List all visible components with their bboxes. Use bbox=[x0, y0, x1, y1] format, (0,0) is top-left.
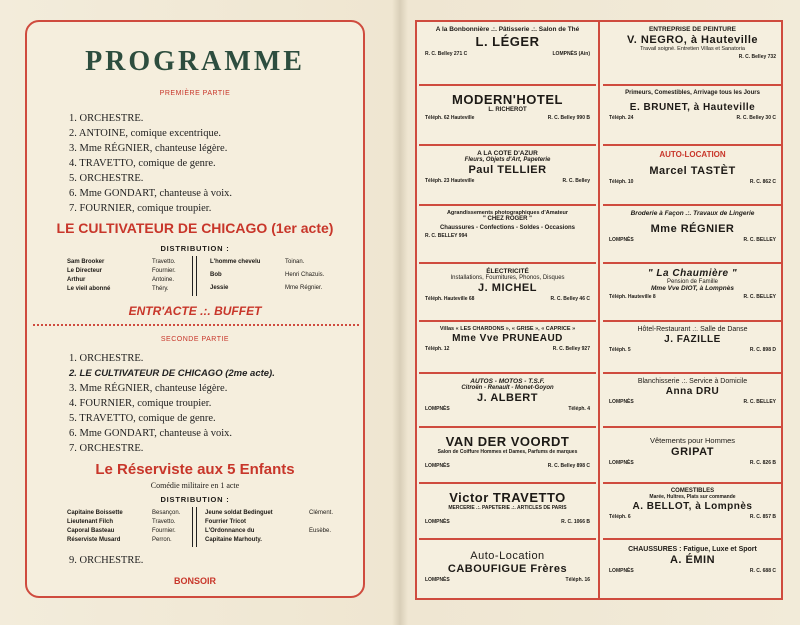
ad-foot-left: R. C. Belley 271 C bbox=[425, 51, 468, 57]
cast-role: Réserviste Musard bbox=[67, 537, 121, 543]
distribution-label: DISTRIBUTION : bbox=[160, 244, 230, 253]
ad-box bbox=[603, 322, 782, 374]
ad-foot-right: R. C. Belley 927 bbox=[552, 346, 590, 352]
ad-name: Marcel TASTÈT bbox=[649, 165, 736, 177]
ad-foot-right: R. C. 898 D bbox=[749, 347, 776, 353]
ad-heading: MODERN'HOTEL bbox=[452, 92, 563, 107]
part1-item: 3. Mme RÉGNIER, chanteuse légère. bbox=[69, 143, 228, 154]
ad-box bbox=[603, 264, 782, 322]
ad-subheading: Fleurs, Objets d'Art, Papeterie bbox=[464, 157, 551, 163]
cast-role: Sam Brooker bbox=[67, 259, 105, 265]
cast1-left bbox=[67, 258, 176, 294]
ad-name: A. ÉMIN bbox=[669, 554, 716, 566]
cast-actor: Clément. bbox=[309, 510, 334, 516]
cast-actor: Eusèbe. bbox=[309, 528, 332, 534]
ad-foot-right: R. C. 826 B bbox=[749, 460, 776, 466]
ad-heading: ENTREPRISE DE PEINTURE bbox=[648, 26, 737, 33]
ad-foot-left: LOMPNÈS bbox=[425, 519, 450, 525]
ad-box bbox=[603, 374, 782, 428]
ad-foot-right: R. C. BELLEY bbox=[743, 399, 776, 405]
cast-role: Fourrier Tricot bbox=[205, 519, 247, 525]
part2-item: 7. ORCHESTRE. bbox=[69, 443, 144, 454]
ad-foot-right: R. C. Belley 990 B bbox=[547, 115, 590, 121]
programme-panel bbox=[25, 20, 365, 598]
ad-foot-right: R. C. 688 C bbox=[749, 568, 776, 574]
part1-item: 7. FOURNIER, comique troupier. bbox=[69, 203, 212, 214]
cast-role: Lieutenant Filch bbox=[67, 519, 114, 525]
cast-actor: Mme Régnier. bbox=[285, 285, 323, 291]
ad-heading: Auto-Location bbox=[470, 550, 545, 562]
ad-foot-left: Téléph. 23 Hauteville bbox=[425, 178, 475, 184]
ad-box bbox=[603, 206, 782, 264]
ad-heading: AUTOS - MOTOS - T.S.F. bbox=[470, 378, 545, 385]
divider-line bbox=[33, 324, 359, 328]
ad-foot-right: R. C. Belley 30 C bbox=[736, 115, 776, 121]
ad-box bbox=[419, 484, 596, 540]
part1-item: 1. ORCHESTRE. bbox=[69, 113, 144, 124]
ad-foot-right: R. C. Belley bbox=[562, 178, 590, 184]
ad-foot-right: R. C. Belley 898 C bbox=[547, 463, 590, 469]
ad-box bbox=[603, 22, 782, 86]
ad-heading: Broderie à Façon .:. Travaux de Lingerie bbox=[630, 210, 755, 217]
ad-foot-left: LOMPNÈS bbox=[609, 399, 634, 405]
cast-actor: Henri Chazuis. bbox=[285, 272, 325, 278]
ads-column-left bbox=[417, 22, 600, 598]
ad-name: A. BELLOT, à Lompnès bbox=[632, 501, 753, 512]
ad-name: Mme Vve PRUNEAUD bbox=[452, 333, 563, 344]
ad-subheading: Salon de Coiffure Hommes et Dames, Parfums de marques bbox=[437, 449, 578, 455]
part1-item: 5. ORCHESTRE. bbox=[69, 173, 144, 184]
bonsoir-text: BONSOIR bbox=[173, 576, 216, 586]
ad-foot-right: Téléph. 16 bbox=[565, 577, 590, 583]
ad-heading: AUTO-LOCATION bbox=[659, 150, 726, 159]
cast2-right bbox=[205, 509, 333, 545]
ad-name: CABOUFIGUE Frères bbox=[447, 563, 568, 575]
cast-actor: Théry. bbox=[152, 286, 169, 292]
ad-heading: Villas « LES CHARDONS », « GRISE », « CAPRICE » bbox=[439, 326, 576, 332]
ad-subheading: Pension de Famille bbox=[666, 279, 719, 285]
ad-subheading: Installations, Fournitures, Phonos, Disques bbox=[450, 275, 565, 281]
ad-subheading: Citroën - Renault - Monet-Goyon bbox=[461, 385, 554, 391]
ad-name: Anna DRU bbox=[665, 386, 720, 397]
ad-box bbox=[419, 374, 596, 428]
ad-box bbox=[603, 146, 782, 206]
ad-description: Travail soigné. Entretien Villas et Sanatoria bbox=[640, 46, 745, 52]
ad-name: GRIPAT bbox=[671, 446, 714, 458]
ad-foot-right: R. C. BELLEY bbox=[743, 294, 776, 300]
cast-actor: Travetto. bbox=[152, 259, 176, 265]
ad-name: Paul TELLIER bbox=[468, 164, 547, 176]
cast-role: Capitaine Marhouty. bbox=[205, 537, 262, 543]
play1-title: LE CULTIVATEUR DE CHICAGO (1er acte) bbox=[56, 220, 334, 236]
play2-subtitle: Comédie militaire en 1 acte bbox=[150, 481, 240, 490]
ad-heading: ÉLECTRICITÉ bbox=[486, 268, 529, 275]
ad-foot-left: LOMPNÈS bbox=[609, 568, 634, 574]
cast-divider bbox=[192, 507, 197, 547]
cast-role: L'Ordonnance du bbox=[205, 528, 255, 534]
ad-heading: CHAUSSURES : Fatigue, Luxe et Sport bbox=[628, 546, 757, 553]
distribution-label: DISTRIBUTION : bbox=[160, 495, 230, 504]
ad-name: Mme RÉGNIER bbox=[650, 223, 735, 235]
final-item: 9. ORCHESTRE. bbox=[69, 555, 144, 566]
ad-name: Mme Vve DIOT, à Lompnès bbox=[651, 285, 734, 292]
cast-role: Arthur bbox=[67, 277, 86, 283]
ad-foot-left: LOMPNÈS bbox=[425, 463, 450, 469]
ad-foot-right: LOMPNÈS (Ain) bbox=[552, 51, 590, 57]
ad-foot-right: R. C. 1066 B bbox=[561, 519, 590, 525]
ad-box bbox=[419, 146, 596, 206]
ad-box bbox=[419, 264, 596, 322]
ad-heading: COMESTIBLES bbox=[670, 488, 715, 494]
ad-subheading: MERCERIE .:. PAPETERIE .:. ARTICLES DE PARIS bbox=[448, 505, 567, 511]
ad-subheading: Marée, Huîtres, Plats sur commande bbox=[649, 494, 736, 500]
ad-foot-left: LOMPNÈS bbox=[425, 406, 450, 412]
programme-title: PROGRAMME bbox=[85, 46, 305, 77]
ad-foot-right: R. C. BELLEY bbox=[743, 237, 776, 243]
ad-box bbox=[419, 540, 596, 598]
ad-foot-left: Téléph. 5 bbox=[609, 347, 631, 353]
ad-name: L. RICHEROT bbox=[488, 107, 527, 113]
ad-box bbox=[603, 86, 782, 146]
ad-heading: Victor TRAVETTO bbox=[449, 490, 566, 505]
ad-name: L. LÉGER bbox=[475, 34, 540, 49]
ad-box bbox=[419, 322, 596, 374]
ad-foot-left: Téléph. Hauteville 8 bbox=[609, 294, 656, 300]
part2-item: 4. FOURNIER, comique troupier. bbox=[69, 398, 212, 409]
cast-role: Bob bbox=[210, 272, 222, 278]
cast-role: L'homme chevelu bbox=[210, 259, 261, 265]
ad-box bbox=[419, 206, 596, 264]
ad-heading: Vêtements pour Hommes bbox=[649, 436, 736, 445]
cast2-left bbox=[67, 509, 180, 545]
part1-item: 4. TRAVETTO, comique de genre. bbox=[69, 158, 216, 169]
cast-role: Caporal Basteau bbox=[67, 528, 115, 534]
ad-box bbox=[603, 428, 782, 484]
ad-heading: Agrandissements photographiques d'Amateur bbox=[446, 210, 569, 216]
ad-foot-left: LOMPNÈS bbox=[425, 577, 450, 583]
part2-item: 6. Mme GONDART, chanteuse à voix. bbox=[69, 428, 233, 439]
ad-heading: Hôtel-Restaurant .:. Salle de Danse bbox=[637, 326, 748, 333]
cast-divider bbox=[192, 256, 197, 296]
cast1-right bbox=[210, 258, 324, 293]
ad-heading: Primeurs, Comestibles, Arrivage tous les Jours bbox=[625, 90, 760, 96]
ad-name: J. FAZILLE bbox=[664, 334, 721, 345]
ad-foot-right: R. C. 862 C bbox=[749, 179, 776, 185]
cast-actor: Perron. bbox=[152, 537, 172, 543]
ad-box bbox=[419, 86, 596, 146]
ad-foot-left: Téléph. Hauteville 68 bbox=[425, 296, 475, 302]
play2-title: Le Réserviste aux 5 Enfants bbox=[95, 461, 295, 478]
ad-foot-left: Téléph. 10 bbox=[609, 179, 634, 185]
part1-title: PREMIÈRE PARTIE bbox=[159, 90, 231, 97]
part2-title: SECONDE PARTIE bbox=[160, 336, 230, 343]
ad-foot-left: Téléph. 24 bbox=[609, 115, 634, 121]
ad-foot-left: R. C. BELLEY 994 bbox=[425, 233, 468, 239]
part2-item: 3. Mme RÉGNIER, chanteuse légère. bbox=[69, 383, 228, 394]
ads-column-right bbox=[601, 22, 784, 598]
part2-item: 5. TRAVETTO, comique de genre. bbox=[69, 413, 216, 424]
cast-actor: Besançon. bbox=[152, 510, 181, 516]
advertisements-grid bbox=[415, 20, 783, 600]
part2-item: 2. LE CULTIVATEUR DE CHICAGO (2me acte). bbox=[69, 368, 275, 379]
ad-heading: Blanchisserie .:. Service à Domicile bbox=[637, 378, 748, 385]
ad-box bbox=[603, 484, 782, 540]
cast-role: Capitaine Boissette bbox=[67, 510, 123, 516]
ad-name: J. ALBERT bbox=[477, 392, 538, 404]
cast-actor: Fournier. bbox=[152, 268, 176, 274]
ad-foot-left: LOMPNÈS bbox=[609, 237, 634, 243]
ad-name: V. NEGRO, à Hauteville bbox=[626, 34, 759, 46]
ad-name: Chaussures - Confections - Soldes - Occasions bbox=[439, 225, 576, 231]
entracte-banner: ENTR'ACTE .:. BUFFET bbox=[128, 304, 262, 318]
cast-actor: Fournier. bbox=[152, 528, 176, 534]
cast-actor: Antoine. bbox=[152, 277, 175, 283]
ad-foot-right: R. C. 857 B bbox=[749, 514, 776, 520]
ad-box bbox=[603, 540, 782, 598]
cast-role: Le vieil abonné bbox=[67, 286, 111, 292]
cast-actor: Travetto. bbox=[152, 519, 176, 525]
ad-heading: A LA COTE D'AZUR bbox=[477, 150, 538, 157]
ad-foot-left: Téléph. 6 bbox=[609, 514, 631, 520]
ad-name: J. MICHEL bbox=[478, 282, 537, 294]
ad-foot-left: Téléph. 12 bbox=[425, 346, 450, 352]
ad-name: E. BRUNET, à Hauteville bbox=[629, 102, 756, 113]
ad-foot-right: Téléph. 4 bbox=[568, 406, 590, 412]
ad-foot-right: R. C. Belley 46 C bbox=[550, 296, 590, 302]
cast-role: Jessie bbox=[210, 285, 229, 291]
cast-role: Jeune soldat Bedinguet bbox=[205, 510, 273, 516]
ad-box bbox=[419, 428, 596, 484]
ad-foot-left: R. C. Belley 732 bbox=[738, 54, 776, 60]
part1-item: 6. Mme GONDART, chanteuse à voix. bbox=[69, 188, 233, 199]
ad-foot-left: LOMPNÈS bbox=[609, 460, 634, 466]
ad-subheading: " CHEZ ROGER " bbox=[482, 216, 533, 222]
cast-role: Le Directeur bbox=[67, 268, 103, 274]
ad-foot-left: Téléph. 62 Hauteville bbox=[425, 115, 475, 121]
ad-heading: A la Bonbonnière .:. Pâtisserie .:. Salon de Thé bbox=[435, 26, 580, 33]
ad-heading: " La Chaumière " bbox=[647, 268, 738, 279]
ad-heading: VAN DER VOORDT bbox=[445, 434, 570, 449]
part1-item: 2. ANTOINE, comique excentrique. bbox=[69, 128, 222, 139]
cast-actor: Toinan. bbox=[285, 259, 305, 265]
ad-box bbox=[419, 22, 596, 86]
part2-item: 1. ORCHESTRE. bbox=[69, 353, 144, 364]
